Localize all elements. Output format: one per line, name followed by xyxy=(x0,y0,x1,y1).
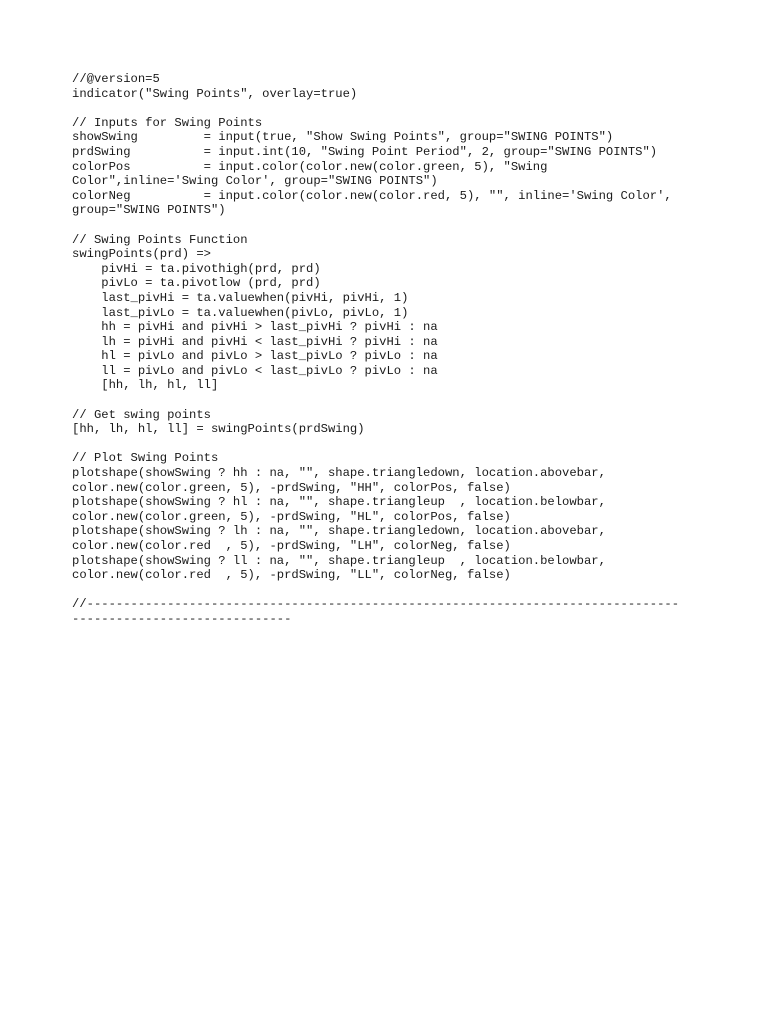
code-line: last_pivLo = ta.valuewhen(pivLo, pivLo, 1) xyxy=(72,305,409,320)
code-line: // Swing Points Function xyxy=(72,232,248,247)
code-line: //@version=5 xyxy=(72,72,160,86)
code-line: hl = pivLo and pivLo > last_pivLo ? pivLo : na xyxy=(72,349,438,364)
code-line: ll = pivLo and pivLo < last_pivLo ? pivLo : na xyxy=(72,363,438,378)
code-line: swingPoints(prd) => xyxy=(72,247,211,262)
code-line: // Get swing points xyxy=(72,407,211,422)
code-line: plotshape(showSwing ? hh : na, "", shape.triangledown, location.abovebar, xyxy=(72,466,606,481)
code-line xyxy=(72,583,712,598)
code-line: last_pivHi = ta.valuewhen(pivHi, pivHi, 1) xyxy=(72,290,409,305)
code-line: prdSwing = input.int(10, "Swing Point Period", 2, group="SWING POINTS") xyxy=(72,144,658,159)
code-line: plotshape(showSwing ? lh : na, "", shape.triangledown, location.abovebar, xyxy=(72,524,606,539)
code-line xyxy=(72,101,712,116)
code-line: hh = pivHi and pivHi > last_pivHi ? pivHi : na xyxy=(72,320,438,335)
code-line: lh = pivHi and pivHi < last_pivHi ? pivHi : na xyxy=(72,334,438,349)
code-line xyxy=(72,393,712,408)
code-line: plotshape(showSwing ? ll : na, "", shape.triangleup , location.belowbar, xyxy=(72,553,606,568)
code-line: plotshape(showSwing ? hl : na, "", shape.triangleup , location.belowbar, xyxy=(72,495,606,510)
code-line: colorPos = input.color(color.new(color.green, 5), "Swing xyxy=(72,159,548,174)
code-line: colorNeg = input.color(color.new(color.red, 5), "", inline='Swing Color', xyxy=(72,188,672,203)
code-line: color.new(color.red , 5), -prdSwing, "LL", colorNeg, false) xyxy=(72,568,511,583)
separator-line: //--------------------------------------------------------------------------------- xyxy=(72,597,680,612)
code-line: pivLo = ta.pivotlow (prd, prd) xyxy=(72,276,321,291)
code-line xyxy=(72,437,712,452)
code-line: color.new(color.red , 5), -prdSwing, "LH", colorNeg, false) xyxy=(72,539,511,553)
code-line: indicator("Swing Points", overlay=true) xyxy=(72,86,358,101)
code-line: // Plot Swing Points xyxy=(72,451,219,466)
code-line: // Inputs for Swing Points xyxy=(72,115,263,130)
code-line: group="SWING POINTS") xyxy=(72,203,226,218)
code-line xyxy=(72,218,712,233)
code-line: pivHi = ta.pivothigh(prd, prd) xyxy=(72,261,321,276)
code-line: showSwing = input(true, "Show Swing Points", group="SWING POINTS") xyxy=(72,130,614,145)
code-line: color.new(color.green, 5), -prdSwing, "HL", colorPos, false) xyxy=(72,509,511,524)
code-line: Color",inline='Swing Color', group="SWING POINTS") xyxy=(72,174,438,189)
separator-line: ------------------------------ xyxy=(72,611,292,626)
code-line: color.new(color.green, 5), -prdSwing, "HH", colorPos, false) xyxy=(72,480,511,495)
code-block xyxy=(72,72,712,627)
code-line: [hh, lh, hl, ll] = swingPoints(prdSwing) xyxy=(72,422,365,437)
code-line: [hh, lh, hl, ll] xyxy=(72,378,219,393)
